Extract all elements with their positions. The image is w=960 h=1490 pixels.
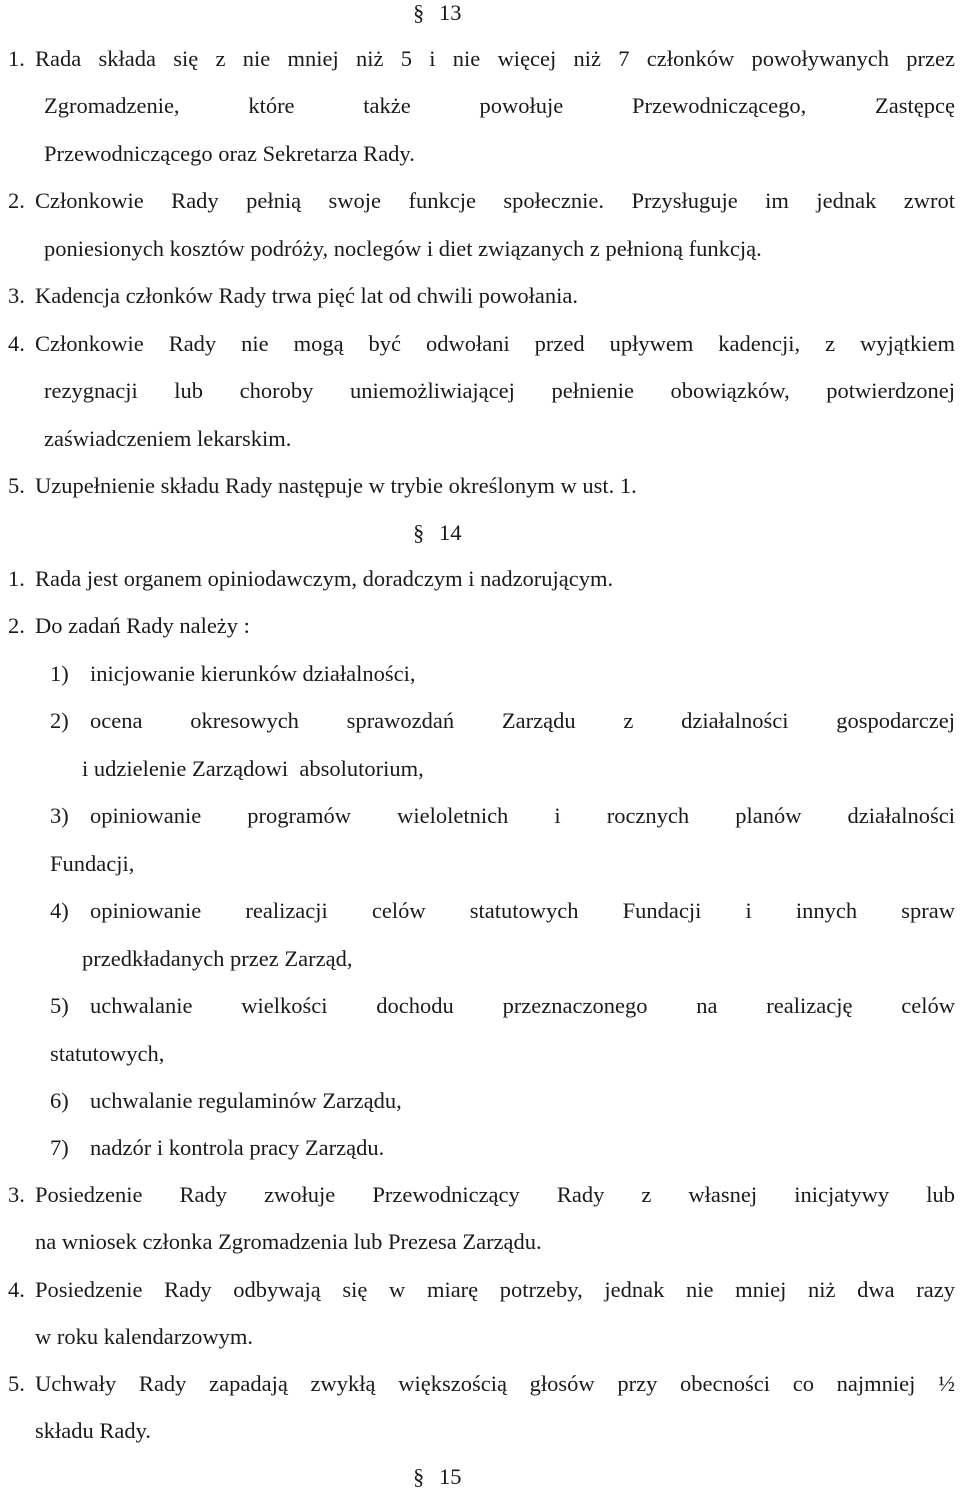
paragraph-line: Członkowie Rady nie mogą być odwołani przed upływem kadencji, z wyjątkiem (35, 331, 955, 356)
item-number: 1. (8, 566, 25, 591)
paragraph-line: Posiedzenie Rady zwołuje Przewodniczący Rady z własnej inicjatywy lub (35, 1182, 955, 1207)
list-item-line: inicjowanie kierunków działalności, (90, 661, 416, 686)
list-item-line: opiniowanie realizacji celów statutowych Fundacji i innych spraw (90, 898, 955, 923)
list-item-line: uchwalanie wielkości dochodu przeznaczonego na realizację celów (90, 993, 955, 1018)
list-item-line: Fundacji, (50, 851, 135, 876)
section-heading-15 (413, 1466, 462, 1489)
section-heading-14 (413, 522, 462, 545)
paragraph-line: Rada składa się z nie mniej niż 5 i nie więcej niż 7 członków powoływanych przez (35, 46, 955, 71)
item-number: 4. (8, 1277, 25, 1302)
list-item-line: przedkładanych przez Zarząd, (82, 946, 353, 971)
section-number: 14 (439, 520, 462, 545)
item-number: 2. (8, 613, 25, 638)
paragraph-line: zaświadczeniem lekarskim. (44, 426, 292, 451)
list-marker: 3) (50, 803, 69, 828)
section-heading-13 (413, 2, 462, 25)
item-number: 4. (8, 331, 25, 356)
paragraph-line: w roku kalendarzowym. (35, 1324, 254, 1349)
list-item-line: ocena okresowych sprawozdań Zarządu z działalności gospodarczej (90, 708, 955, 733)
list-marker: 5) (50, 993, 69, 1018)
paragraph-line: poniesionych kosztów podróży, noclegów i diet związanych z pełnioną funkcją. (44, 236, 762, 261)
paragraph-line: Uzupełnienie składu Rady następuje w trybie określonym w ust. 1. (35, 473, 637, 498)
list-item-line: uchwalanie regulaminów Zarządu, (90, 1088, 402, 1113)
paragraph-line: rezygnacji lub choroby uniemożliwiającej pełnienie obowiązków, potwierdzonej (44, 378, 955, 403)
section-symbol: § (413, 520, 425, 545)
paragraph-line: Posiedzenie Rady odbywają się w miarę potrzeby, jednak nie mniej niż dwa razy (35, 1277, 955, 1302)
item-number: 1. (8, 46, 25, 71)
section-number: 13 (439, 0, 462, 25)
paragraph-line: składu Rady. (35, 1418, 152, 1443)
section-symbol: § (413, 1464, 425, 1489)
paragraph-line: Członkowie Rady pełnią swoje funkcje społecznie. Przysługuje im jednak zwrot (35, 188, 955, 213)
section-symbol: § (413, 0, 425, 25)
item-number: 3. (8, 1182, 25, 1207)
section-number: 15 (439, 1464, 462, 1489)
paragraph-line: Rada jest organem opiniodawczym, doradczym i nadzorującym. (35, 566, 614, 591)
paragraph-line: Kadencja członków Rady trwa pięć lat od chwili powołania. (35, 283, 578, 308)
paragraph-line: Zgromadzenie, które także powołuje Przewodniczącego, Zastępcę (44, 93, 955, 118)
paragraph-line: Uchwały Rady zapadają zwykłą większością głosów przy obecności co najmniej ½ (35, 1371, 955, 1396)
list-item-line: statutowych, (50, 1041, 165, 1066)
list-marker: 1) (50, 661, 69, 686)
list-item-line: nadzór i kontrola pracy Zarządu. (90, 1135, 385, 1160)
paragraph-line: na wniosek członka Zgromadzenia lub Prezesa Zarządu. (35, 1229, 542, 1254)
list-marker: 4) (50, 898, 69, 923)
list-marker: 6) (50, 1088, 69, 1113)
item-number: 5. (8, 1371, 25, 1396)
paragraph-line: Przewodniczącego oraz Sekretarza Rady. (44, 141, 415, 166)
paragraph-line: Do zadań Rady należy : (35, 613, 250, 638)
item-number: 5. (8, 473, 25, 498)
item-number: 3. (8, 283, 25, 308)
item-number: 2. (8, 188, 25, 213)
list-item-line: i udzielenie Zarządowi absolutorium, (82, 756, 424, 781)
list-item-line: opiniowanie programów wieloletnich i rocznych planów działalności (90, 803, 955, 828)
list-marker: 2) (50, 708, 69, 733)
list-marker: 7) (50, 1135, 69, 1160)
